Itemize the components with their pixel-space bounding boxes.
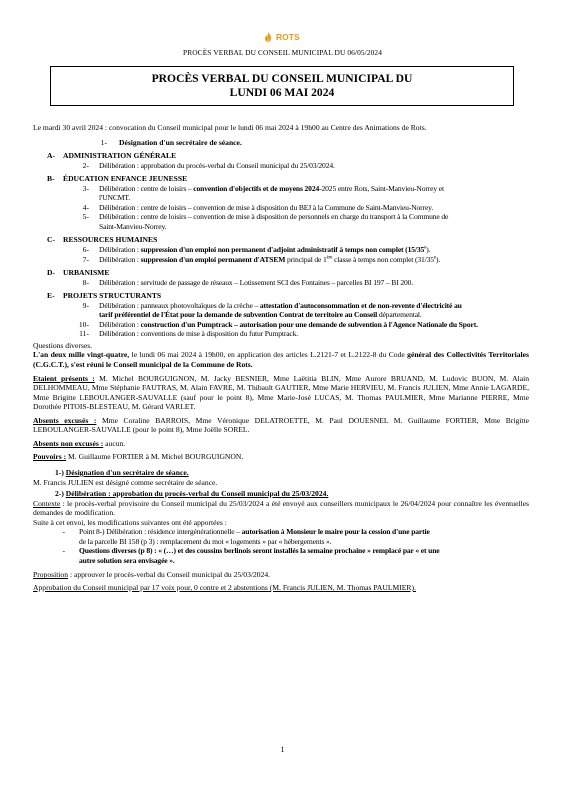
- agenda-item-6: 6- Délibération : suppression d'un emploi non permanent d'adjoint administratif à temps non complet (15/35e).: [82, 245, 431, 255]
- agenda-item-7: 7- Délibération : suppression d'un emploi permanent d'ATSEM principal de 1ère classe à temps non complet (31/35e).: [82, 254, 441, 264]
- point-2-context: Contexte : le procès-verbal provisoire du Conseil municipal du 25/03/2024 a été envoyé aux conseillers municipaux le 26/04/2024 pour connaître les éventuelles demandes de modification.: [33, 498, 529, 518]
- modification-bullet-2: - Questions diverses (p 8) : « (…) et des coussins berlinois seront installés la semaine prochaine » remplacé par « et une autre solution sera envisagée ».: [62, 546, 440, 565]
- agenda-section-c: C- RESSOURCES HUMAINES: [47, 235, 158, 245]
- agenda-item-5: 5- Délibération : centre de loisirs – convention de mise à disposition de personnels en charge du transport à la Commune de Saint-Manvieu-Norrey.: [82, 212, 449, 231]
- opening-paragraph: L'an deux mille vingt-quatre, le lundi 06 mai 2024 à 19h00, en application des articles L.2121-7 et L.2122-8 du Code général des Collectivités Territoriales (C.G.C.T.), s'est réuni le Conseil municipal de la Commune de Rots.: [33, 350, 529, 370]
- proposal-paragraph: Proposition : approuver le procès-verbal du Conseil municipal du 25/03/2024.: [33, 570, 271, 580]
- title-box: [50, 66, 514, 106]
- logo-text: ROTS: [276, 32, 300, 42]
- approval-paragraph: Approbation du Conseil municipal par 17 voix pour, 0 contre et 2 abstentions (M. Francis JULIEN, M. Thomas PAULMIER).: [33, 582, 416, 592]
- agenda-item-1: 1- Désignation d'un secrétaire de séance.: [100, 137, 242, 147]
- flame-icon: [262, 31, 274, 43]
- rots-logo: [262, 30, 300, 44]
- agenda-item-3: 3- Délibération : centre de loisirs – convention d'objectifs et de moyens 2024-2025 entre Rots, Saint-Manvieu-Norrey et l'UNCMT.: [82, 183, 444, 203]
- modification-bullet-1: - Point 8-) Délibération : résidence intergénérationnelle – autorisation à Monsieur le maire pour la cession d'une partie de la parcelle BI 158 (p 3) : remplacement du mot « logements » par « hébergements ».: [62, 527, 430, 546]
- running-header: PROCÈS VERBAL DU CONSEIL MUNICIPAL DU 06/05/2024: [182, 48, 383, 57]
- document-body: [33, 123, 529, 593]
- agenda-item-11: 11- Délibération : conventions de mise à disposition du futur Pumptrack.: [79, 329, 299, 339]
- questions-diverses: Questions diverses.: [33, 340, 93, 350]
- agenda-item-8: 8- Délibération : servitude de passage de réseaux – Lotissement SCI des Fontaines – parcelles BI 197 – BI 200.: [82, 277, 414, 287]
- title-line-1: PROCÈS VERBAL DU CONSEIL MUNICIPAL DU: [151, 72, 413, 85]
- page-number: 1: [280, 745, 285, 754]
- unexcused-paragraph: Absents non excusés : aucun.: [33, 438, 126, 448]
- excused-paragraph: Absents excusés : Mme Coraline BARROIS, Mme Véronique DELATROETTE, M. Paul DOUESNEL M. Guillaume FORTIER, Mme Brigitte LEBOULANGER-SAUVALLE (pour le point 8), Mme Joëlle SOREL.: [33, 415, 529, 435]
- agenda-item-10: 10- Délibération : construction d'un Pumptrack – autorisation pour une demande de subvention à l'Agence Nationale du Sport.: [78, 319, 478, 329]
- agenda-section-a: A- ADMINISTRATION GÉNÉRALE: [47, 151, 177, 161]
- agenda-section-e: E- PROJETS STRUCTURANTS: [47, 291, 162, 301]
- point-2-following: Suite à cet envoi, les modifications suivantes ont été apportées :: [33, 517, 227, 527]
- point-1-text: M. Francis JULIEN est désigné comme secrétaire de séance.: [33, 477, 218, 487]
- agenda-item-9: 9- Délibération : panneaux photovoltaïques de la crèche – attestation d'autoconsommation et de non-revente d'électricité au tarif préférentiel de l'État pour la demande de subvention Contrat de territoire au Conseil départemental.: [82, 300, 462, 320]
- agenda-item-2: 2- Délibération : approbation du procès-verbal du Conseil municipal du 25/03/2024.: [82, 160, 335, 170]
- intro-paragraph: Le mardi 30 avril 2024 : convocation du Conseil municipal pour le lundi 06 mai 2024 à 19h00 au Centre des Animations de Rots.: [33, 123, 427, 132]
- title-line-2: LUNDI 06 MAI 2024: [229, 86, 335, 99]
- agenda-item-4: 4- Délibération : centre de loisirs – convention de mise à disposition du BEJ à la Commune de Saint-Manvieu-Norrey.: [82, 202, 434, 212]
- present-paragraph: Etaient présents : M. Michel BOURGUIGNON, M. Jacky BESNIER, Mme Laëtitia BLIN, Mme Aurore BRUAND, M. Ludovic BUON, M. Alain DELHOMMEAU, Mme Stéphanie FAUTRAS, M. Alain FAVRE, M. Thibault GAUTIER, Mme Marie HERVIEU, M. Francis JULIEN, Mme Annie LAGARDE, Mme Brigitte LEBOULANGER-SAUVALLE (sauf pour le point 8), Mme Marie-José LUCAS, M. Thomas PAULMIER, Mme Marianne PIERRE, Mme Dorothée PITOIS-BLESTEAU, M. Gérard VARLET.: [33, 373, 529, 412]
- point-1-heading: 1-) Désignation d'un secrétaire de séance.: [55, 467, 189, 477]
- point-2-heading: 2-) Délibération : approbation du procès-verbal du Conseil municipal du 25/03/2024.: [55, 489, 329, 499]
- agenda-section-b: B- ÉDUCATION ENFANCE JEUNESSE: [47, 174, 188, 184]
- agenda-section-d: D- URBANISME: [47, 268, 110, 278]
- proxies-paragraph: Pouvoirs : M. Guillaume FORTIER à M. Michel BOURGUIGNON.: [33, 452, 244, 462]
